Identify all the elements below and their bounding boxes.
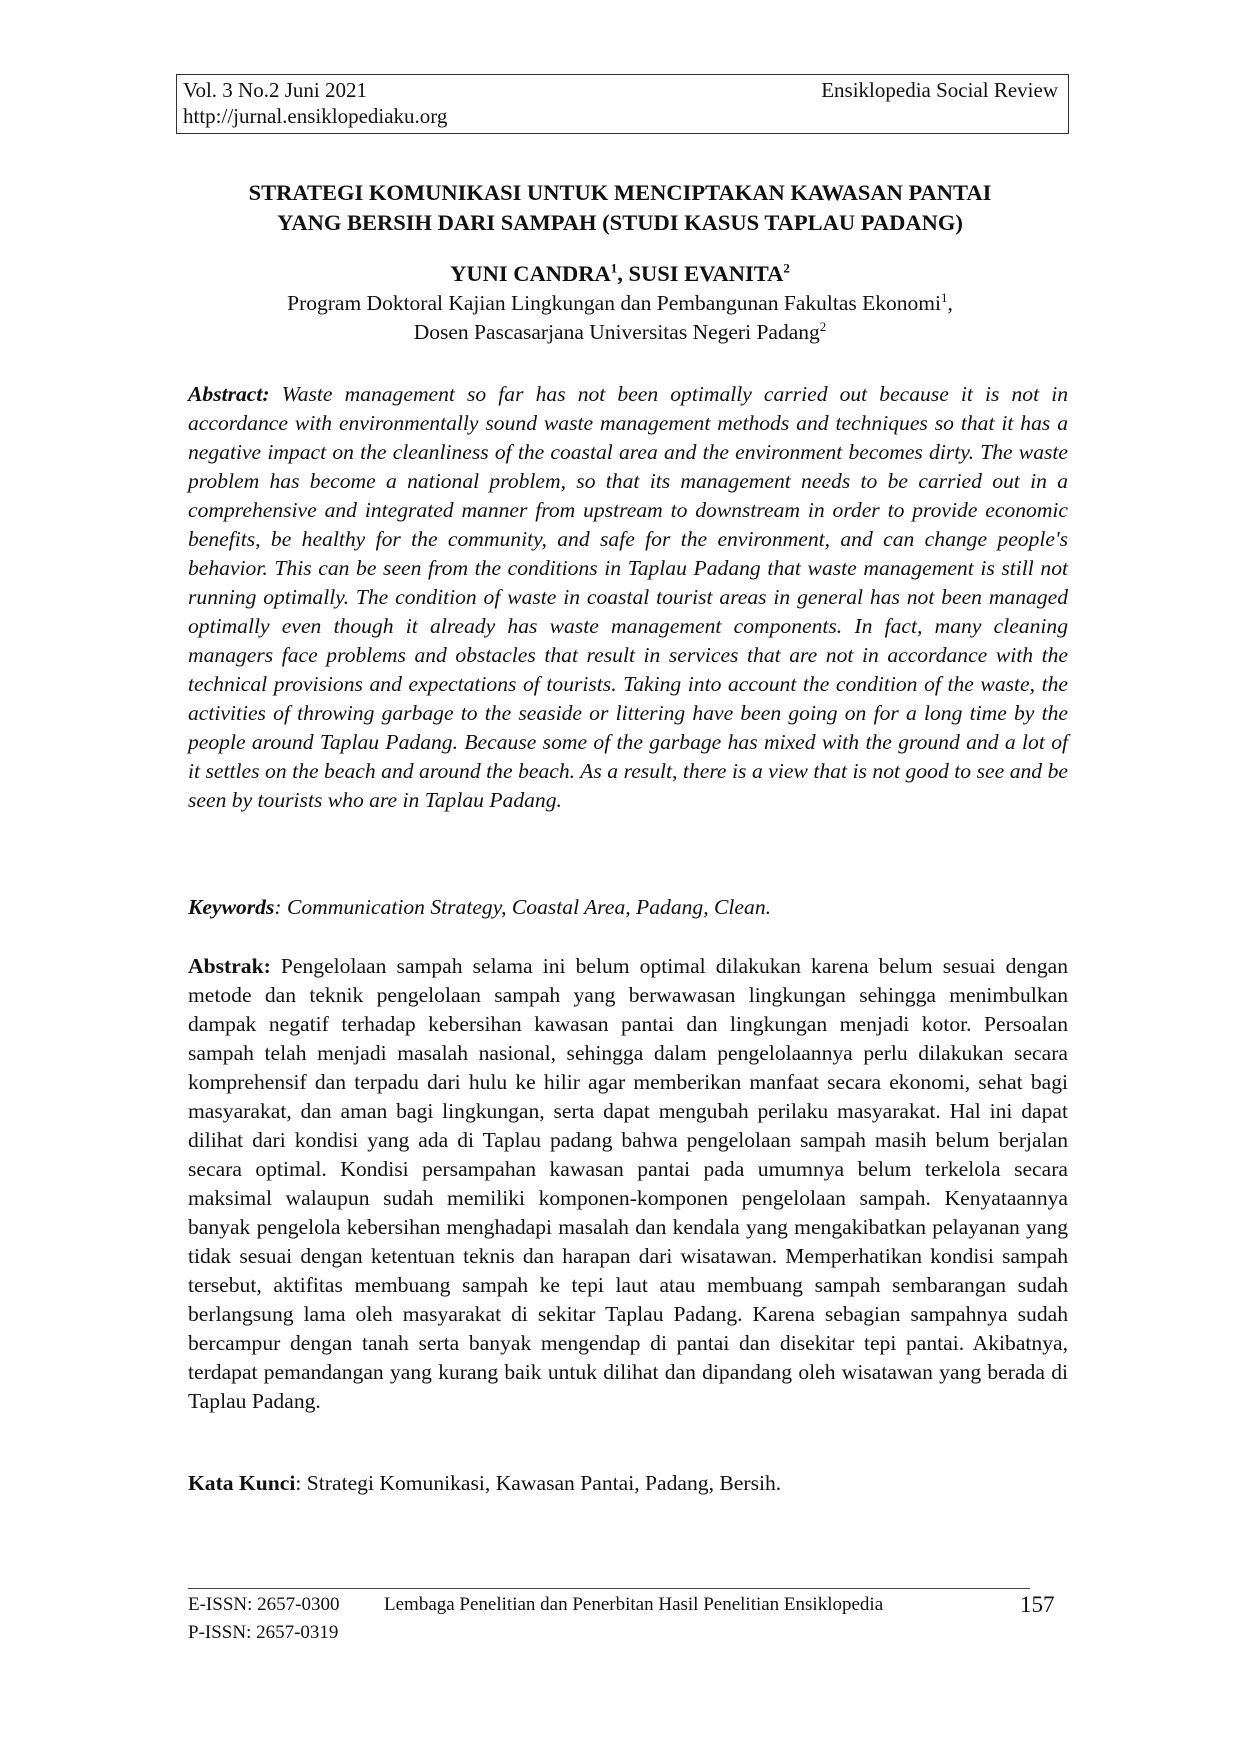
author-separator: , <box>617 261 629 286</box>
author-list <box>190 259 1050 289</box>
running-header <box>176 74 1069 134</box>
keywords-label: Keywords <box>188 895 275 919</box>
affiliation-text: Dosen Pascasarjana Universitas Negeri Padang <box>413 320 820 344</box>
kata-kunci-label: Kata Kunci <box>188 1471 296 1495</box>
keywords-english <box>188 893 1068 922</box>
affiliation-marker: 1 <box>940 289 948 305</box>
abstract-label: Abstract: <box>188 382 270 406</box>
footer-institution: Lembaga Penelitian dan Penerbitan Hasil Penelitian Ensiklopedia <box>384 1594 884 1615</box>
volume-issue: Vol. 3 No.2 Juni 2021 <box>183 78 367 102</box>
footer-eissn: E-ISSN: 2657-0300 <box>188 1594 340 1615</box>
author-name: SUSI EVANITA <box>628 261 784 286</box>
affiliation-marker: 2 <box>819 318 827 334</box>
kata-kunci-text: : Strategi Komunikasi, Kawasan Pantai, Padang, Bersih. <box>295 1471 782 1495</box>
abstract-text: Waste management so far has not been optimally carried out because it is not in accordance with environmentally sound waste management methods and techniques so that it has a negative impact on the cleanliness of the coastal area and the environment becomes dirty. The waste problem has become a national problem, so that its management needs to be carried out in a comprehensive and integrated manner from upstream to downstream in order to provide economic benefits, be healthy for the community, and safe for the environment, and can change people's behavior. This can be seen from the conditions in Taplau Padang that waste management is still not running optimally. The condition of waste in coastal tourist areas in general has not been managed optimally even though it already has waste management components. In fact, many cleaning managers face problems and obstacles that result in services that are not in accordance with the technical provisions and expectations of tourists. Taking into account the condition of the waste, the activities of throwing garbage to the seaside or littering have been going on for a long time by the people around Taplau Padang. Because some of the garbage has mixed with the ground and a lot of it settles on the beach and around the beach. As a result, there is a view that is not good to see and be seen by tourists who are in Taplau Padang. <box>188 382 1069 812</box>
affiliations <box>190 289 1050 347</box>
affiliation-punct: , <box>947 291 953 315</box>
abstract-indonesian <box>188 952 1068 1416</box>
paper-title <box>190 178 1050 238</box>
abstrak-label: Abstrak: <box>188 954 271 978</box>
affiliation-marker: 1 <box>610 260 618 276</box>
keywords-indonesian <box>188 1469 1068 1498</box>
author-name: YUNI CANDRA <box>450 261 611 286</box>
affiliation-marker: 2 <box>783 260 790 276</box>
keywords-text: : Communication Strategy, Coastal Area, Padang, Clean. <box>274 895 772 919</box>
abstrak-text: Pengelolaan sampah selama ini belum optimal dilakukan karena belum sesuai dengan metode dan teknik pengelolaan sampah yang berwawasan lingkungan sehingga menimbulkan dampak negatif terhadap kebersihan kawasan pantai dan lingkungan menjadi kotor. Persoalan sampah telah menjadi masalah nasional, sehingga dalam pengelolaannya perlu dilakukan secara komprehensif dan terpadu dari hulu ke hilir agar memberikan manfaat secara ekonomi, sehat bagi masyarakat, dan aman bagi lingkungan, serta dapat mengubah perilaku masyarakat. Hal ini dapat dilihat dari kondisi yang ada di Taplau padang bahwa pengelolaan sampah masih belum berjalan secara optimal. Kondisi persampahan kawasan pantai pada umumnya belum terkelola secara maksimal walaupun sudah memiliki komponen-komponen pengelolaan sampah. Kenyataannya banyak pengelola kebersihan menghadapi masalah dan kendala yang mengakibatkan pelayanan yang tidak sesuai dengan ketentuan teknis dan harapan dari wisatawan. Memperhatikan kondisi sampah tersebut, aktifitas membuang sampah ke tepi laut atau membuang sampah sembarangan sudah berlangsung lama oleh masyarakat di sekitar Taplau Padang. Karena sebagian sampahnya sudah bercampur dengan tanah serta banyak mengendap di pantai dan disekitar tepi pantai. Akibatnya, terdapat pemandangan yang kurang baik untuk dilihat dan dipandang oleh wisatawan yang berada di Taplau Padang. <box>188 954 1069 1413</box>
title-line-2: YANG BERSIH DARI SAMPAH (STUDI KASUS TAPLAU PADANG) <box>277 210 963 235</box>
page-number: 157 <box>1020 1592 1055 1617</box>
journal-url[interactable]: http://jurnal.ensiklopediaku.org <box>183 104 448 128</box>
footer-pissn: P-ISSN: 2657-0319 <box>188 1622 339 1643</box>
journal-name: Ensiklopedia Social Review <box>821 78 1058 102</box>
title-line-1: STRATEGI KOMUNIKASI UNTUK MENCIPTAKAN KAWASAN PANTAI <box>248 180 992 205</box>
footer-divider <box>188 1588 1030 1589</box>
abstract-english <box>188 380 1068 815</box>
affiliation-text: Program Doktoral Kajian Lingkungan dan Pembangunan Fakultas Ekonomi <box>287 291 941 315</box>
affiliation-1 <box>190 289 1050 318</box>
affiliation-2 <box>190 318 1050 347</box>
